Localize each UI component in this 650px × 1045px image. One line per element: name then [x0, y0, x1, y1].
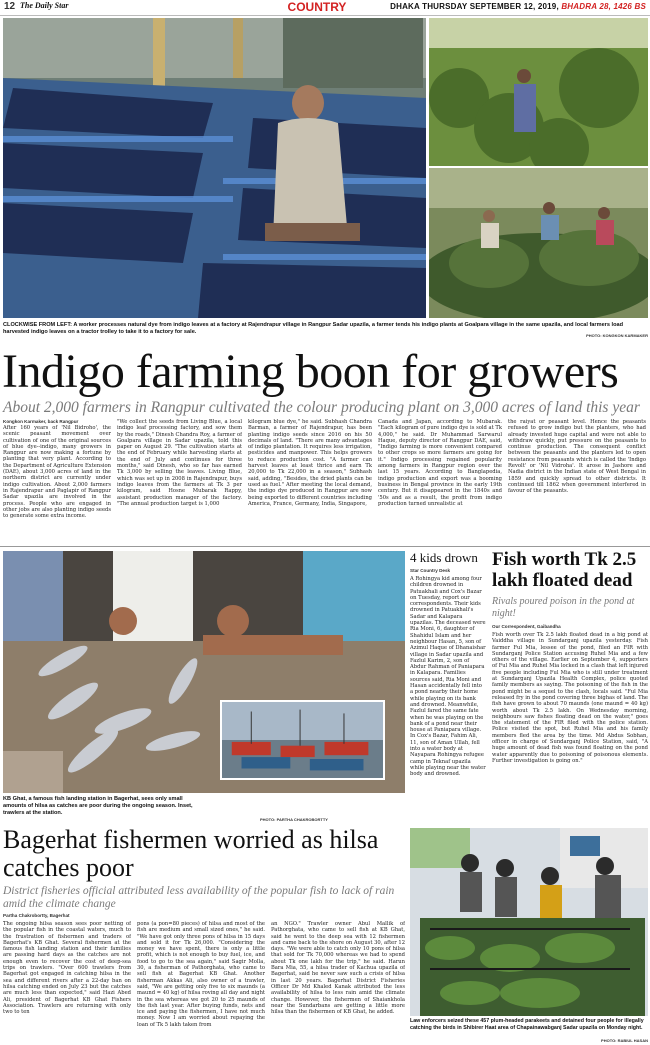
hilsa-photo-credit: PHOTO: PARTHA CHAKROBORTTY — [260, 817, 328, 822]
indigo-column-5: the raiyat or peasant level. Hence the peasants refused to grow indigo but the planters, who had already invested huge capital and were not able to withdraw quickly, put pressure on the peasants to continue production. The consequent conflict between the peasants and the planters led to open resistance from peasants which is called the 'Indigo Revolt' or 'Nil Vidroha'. It arose in Jashore and Nadia district in the Indian state of West Bengal in 1859 and quickly spread to other districts. It continued till 1862 when government interfered in favour of the peasants. — [508, 419, 646, 495]
hilsa-byline: Partha Chakrobortty, Bagerhat — [3, 913, 70, 918]
kids-body: A Rohingya kid among four children drowned in Patuakhali and Cox's Bazar on Tuesday, report our correspondents. Their kids drowned in Patuakhali's Sadar and Kalapara upazilas. The deceased were Ria Moni, 6, daughter of Shahidul Islam and her neighbour Hasan, 5, son of Azimul Haque of Dhanaishar village in Sadar upazila and Fazlul Karim, 2, son of Abdur Rahman of Paniapara in Kalapara. Families sources said, Ria Moni and Hasan accidentally fell into a pond nearby their home while playing on its bank and drowned. Meanwhile, Fazlul fared the same fate when he was playing on the bank of a pond near their house at Paniapara village. In Cox's Bazar, Fahim Ali, 11, son of Aman Ullah, fell into a water body at Nayapara Rohingya refugee camp in Teknaf upazila while playing near the water body and drowned. — [410, 576, 486, 778]
hilsa-column-1: The ongoing hilsa season sees poor netting of the popular fish in the coastal waters, much to the frustration of fishermen and traders of Bagerhat's KB Ghat. Several fishermen at the famous fish landing station and their families are passing hard days as the catches are not enough even to recover the cost of deep-sea trips on trawlers. "Over 600 trawlers from Bagerhat got engaged in catching hilsa in the sea and different rivers after a 22-day ban on hilsa catching ended on July 23 but the catches are much less than expected," said Hazi Abed Ali, president of Bagerhat KB Ghat Fishers Association. Trawlers are returning with only two to ten — [3, 921, 131, 1016]
hilsa-deck: District fisheries official attributed less availability of the popular fish to lack of rain amid the climate change — [3, 885, 395, 910]
indigo-deck: About 2,000 farmers in Rangpur cultivated the colour producing plant on 3,000 acres of land this year — [3, 399, 640, 416]
indigo-byline: Kongkon Karmaker, back Rangpur — [3, 419, 79, 424]
indigo-farmer-photo — [429, 18, 648, 166]
indigo-column-4: Canada and Japan, according to Mubarak. "Each kilogram of pure indigo dye is sold at Tk 4,000," he said. Dr Muhammad Sarwarul Haque, deputy director of Rangpur DAE, said, "Indigo farming is more convenient compared to other crops so more farmers are going for it." Indigo processing regained popularity among farmers in Rangpur region over the last 15 years. According to Banglapedia, indigo production and export was a booming business in Bengal province in the early 19th century. But it disappeared in the 1840s and '50s and as a result, the profit from indigo production turned unrealistic at — [378, 419, 502, 507]
parakeet-photo — [410, 828, 648, 1016]
newspaper-name: The Daily Star — [20, 1, 69, 10]
indigo-headline: Indigo farming boon for growers — [2, 345, 619, 398]
indigo-tractor-photo — [429, 168, 648, 318]
indigo-column-3: kilogram blue dye," he said. Subhash Chandra Barman, a farmer of Rajendrapur, has been planting indigo seeds since 2016 on his 50 decimals of land. "There are many advantages of indigo plantation. It requires less irrigation, pesticides and manpower. This helps growers to reduce production cost. "A farmer can harvest leaves at least thrice and earn Tk 20,000 to Tk 22,000 in a season," Subhash said, adding, "Besides, the dried plants can be used as fuel." After meeting the local demand, the indigo dye produced in Rangpur are now being exported to different countries including America, France, Germany, India, Singapore, — [248, 419, 372, 507]
indigo-column-2: "We collect the seeds from Living Blue, a local indigo leaf processing factory, and sow them by the roads," Dinesh Chandra Roy, a farmer of Goalpara village in Sadar upazila, told this paper on August 29. "The cultivation starts at the end of February while harvesting starts at the end of July and continues for three months," said Dinesh, who so far has earned Tk 3,000 by selling the leaves. Living Blue, which was set up in 2008 in Rajendrapur, buys indigo leaves from the farmers at Tk 3 per kilogram, said Hosne Mubarak Rappy, assistant production manager of the factory. "The annual production target is 1,000 — [117, 419, 242, 507]
issue-date: DHAKA THURSDAY SEPTEMBER 12, 2019, BHADRA 28, 1426 BS — [390, 2, 646, 11]
hilsa-headline: Bagerhat fishermen worried as hilsa catches poor — [3, 825, 379, 882]
top-photo-credit: PHOTO: KONGKON KARMAKER — [586, 333, 648, 338]
page-number: 12 — [4, 1, 16, 12]
section-divider — [0, 546, 650, 547]
hilsa-column-2: pons (a pon=80 pieces) of hilsa and most of the fish are medium and small sized ones," he said. "We have got only three pons of hilsa in 15 days and sold it for Tk 26,000. "Considering the money we have spent, there is only a little profit, which is not enough to buy fuel, ice, and food to go to the sea again," said Sagir Molla, 30, a fisherman of Pathorghata, who came to sell fish at Bagerhat KB Ghat. Another fisherman Akkas Ali, also owner of a trawler, said, "We are getting only five to six maunds (a maund = 40 kg) of hilsa roving all day and night in the sea whereas we got 20 to 25 maunds of the fish last year. After buying funds, nets and ice and paying the fishermen, I have not much money. Now I am worried about repaying the loan of Tk 5 lakh taken from — [137, 921, 265, 1028]
hilsa-column-3: an NGO." Trawler owner Abul Mallik of Pathorghata, who came to sell fish at KB Ghat, said he went to the deep sea with 12 fishermen and came back to the shore on August 30, after 12 days. "We were able to catch only 10 pons of hilsa that sold for Tk 70,000 whereas we had to spend about Tk one lakh for the trip," he said. Harun Bara Mia, 55, a hilsa trader of Kachua upazila of Bagerhat, said he never saw such a crisis of hilsa in last 20 years. Bagerhat District Fisheries Officer Dr Md Khaled Kanak attributed the less availability of hilsa to less rain amid the climate change. However, the fishermen of Shaiankhola near the Sundarbans are getting a little more hilsa than the fishermen of KB Ghat, he added. — [271, 921, 405, 1016]
kids-byline: Star Country Desk — [410, 568, 451, 573]
top-photo-caption: CLOCKWISE FROM LEFT: A worker processes natural dye from indigo leaves at a factory at Rajendrapur village in Rangpur Sadar upazila, a farmer tends his indigo plants at Goalpara village in the same upazila, and local farmers load harvested indigo leaves on a tractor trolley to take it to a factory for sale. — [3, 322, 624, 335]
indigo-factory-photo — [3, 18, 426, 318]
section-title: COUNTRY — [287, 0, 347, 14]
fish-byline: Our Correspondent, Gaibandha — [492, 624, 561, 629]
kids-headline: 4 kids drown — [410, 550, 478, 565]
fish-body: Fish worth over Tk 2.5 lakh floated dead in a big pond at Vaiddha village in Sundarganj upazila yesterday. Fish farmer Ful Mia, lessee of the pond, filed an FIR with Sundarganj Police Station accusing Ruhel Mia and a few others of the village. Earlier on September 4, supporters of Ful Mia and Ruhel Mia locked in a clash that left injured five people including Ful Mia who is still under treatment at Sundarganj Upazila Health Complex, police quoted family members as saying. The poisoning of the fish in the pond might be a sequel to the clash, locals said. "Ful Mia released fry in the pond covering three bighas of land. The fish have grown to about 70 maunds (one maund = 40 kg) worth about Tk 2.5 lakh. On Wednesday morning, neighbours saw fishes floating dead on the water," goes the statement of the FIR filed with the police station. Police visited the spot, but Ruhel Mia and his family members fled the area by the time. Md Abdus Sobhan, officer in charge of Sundarganj Police Station, said, "A huge amount of dead fish was found floating on the pond water apparently due to poisoning of poisonous elements. Further investigation is going on." — [492, 632, 648, 764]
indigo-column-1: After 160 years of 'Nil Bidroho', the scenic peasant movement over cultivation of one of the original sources of blue dye--indigo, many growers in Rangpur are now making a fortune by planting that very plant. According to the Department of Agriculture Extension (DAE), about 3,000 acres of land in the northern district are currently under indigo cultivation. About 2,000 farmers in Rajendrapur and Paglapir of Rangpur Sadar upazila are involved in the process. People who are engaged in other jobs are also planting indigo seeds to generate some extra income. — [3, 425, 111, 520]
fish-deck: Rivals poured poison in the pond at night! — [492, 596, 635, 619]
parakeet-caption: Law enforcers seized these 457 plum-headed parakeets and detained four people for illegally catching the birds in Shibirer Haat area of Chapainawabganj Sadar upazila on Monday night. — [410, 1018, 644, 1031]
trawlers-inset-photo — [220, 700, 385, 780]
parakeet-credit: PHOTO: RABIUL HASAN — [601, 1038, 648, 1043]
fish-headline: Fish worth Tk 2.5 lakh floated dead — [492, 549, 637, 591]
page-header — [0, 0, 650, 16]
hilsa-photo-caption: KB Ghat, a famous fish landing station in Bagerhat, sees only small amounts of hilsa as catches are poor during the ongoing season. Inset, trawlers at the station. — [3, 796, 193, 816]
